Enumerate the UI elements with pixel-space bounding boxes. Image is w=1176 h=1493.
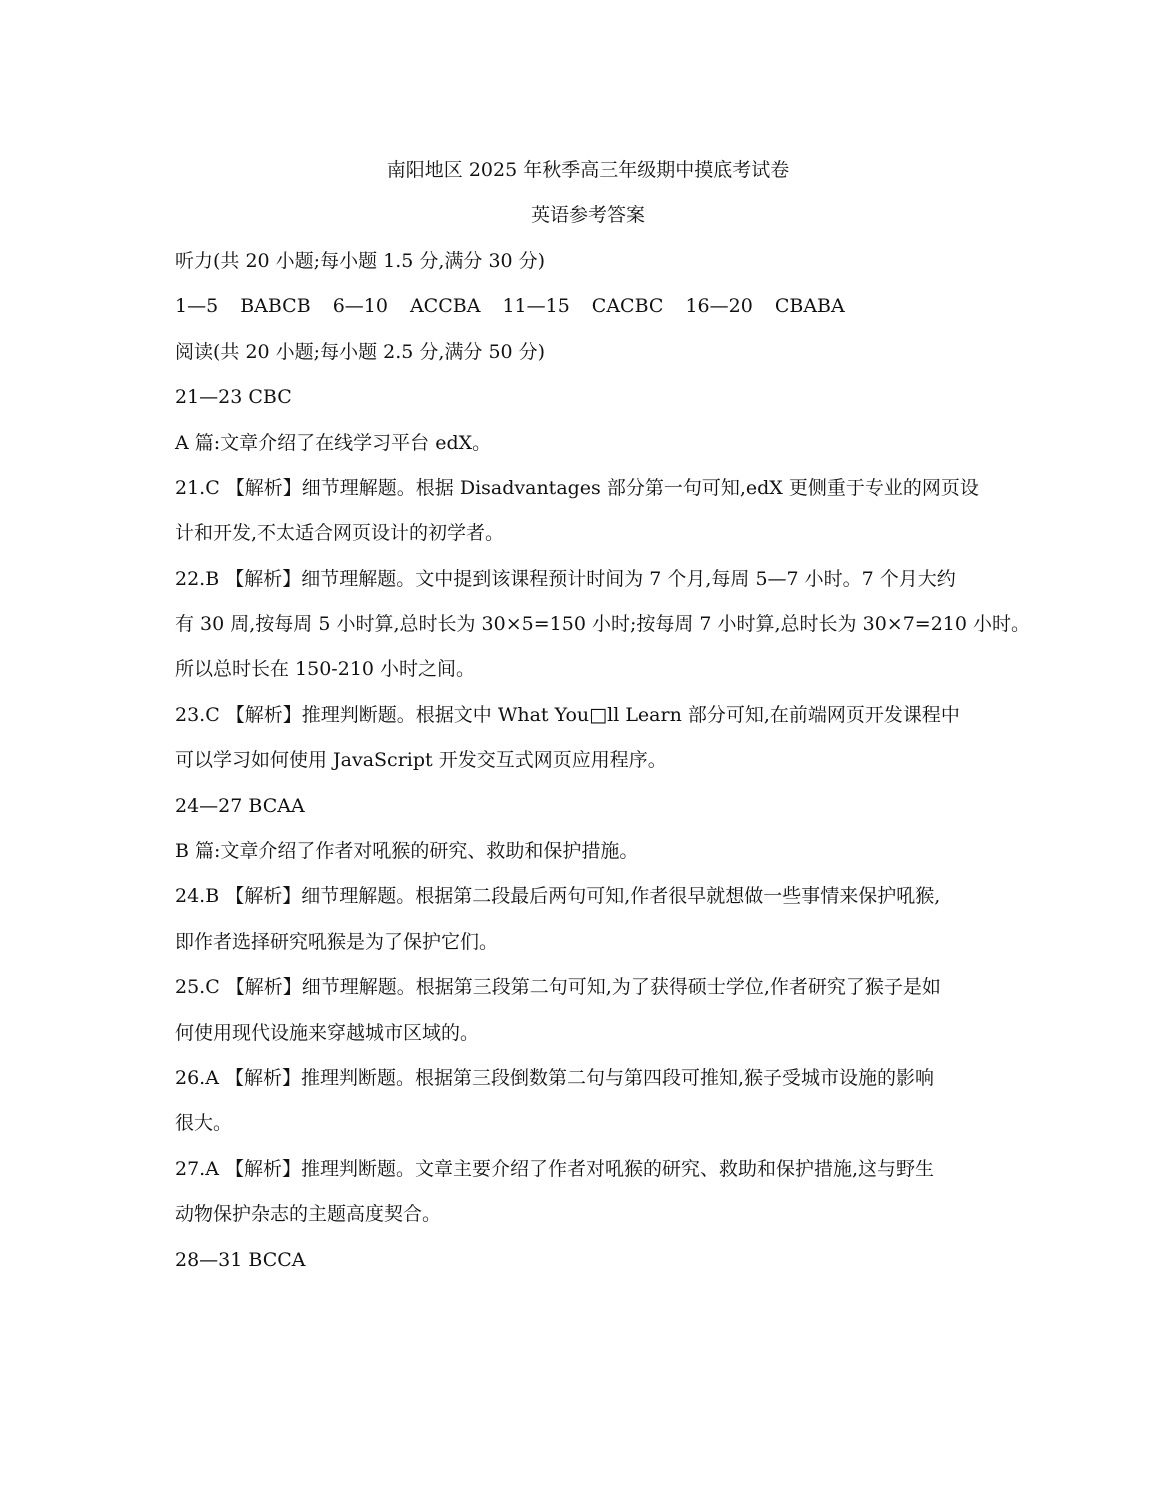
reading-heading: 阅读(共 20 小题;每小题 2.5 分,满分 50 分) bbox=[175, 341, 546, 363]
reading-group-c: 28—31 BCCA bbox=[175, 1249, 306, 1271]
group-range: 16—20 bbox=[685, 295, 753, 317]
exam-title: 南阳地区 2025 年秋季高三年级期中摸底考试卷 bbox=[386, 159, 790, 181]
q24-explanation-line2: 即作者选择研究吼猴是为了保护它们。 bbox=[175, 931, 499, 953]
group-answers: ACCBA bbox=[409, 295, 481, 317]
q24-explanation-line1: 24.B 【解析】细节理解题。根据第二段最后两句可知,作者很早就想做一些事情来保护吼猴, bbox=[175, 885, 941, 907]
q23-explanation-line2: 可以学习如何使用 JavaScript 开发交互式网页应用程序。 bbox=[175, 749, 667, 771]
group-answers: CACBC bbox=[591, 295, 664, 317]
q23-explanation-line1: 23.C 【解析】推理判断题。根据文中 What You□ll Learn 部分可知,在前端网页开发课程中 bbox=[175, 704, 960, 726]
passage-a-summary: A 篇:文章介绍了在线学习平台 edX。 bbox=[175, 432, 492, 454]
q26-explanation-line1: 26.A 【解析】推理判断题。根据第三段倒数第二句与第四段可推知,猴子受城市设施的影响 bbox=[175, 1067, 935, 1089]
q21-explanation-line2: 计和开发,不太适合网页设计的初学者。 bbox=[175, 522, 505, 544]
listening-answers bbox=[175, 294, 845, 318]
group-range: 11—15 bbox=[502, 295, 570, 317]
reading-group-b: 24—27 BCAA bbox=[175, 795, 305, 817]
q25-explanation-line1: 25.C 【解析】细节理解题。根据第三段第二句可知,为了获得硕士学位,作者研究了猴子是如 bbox=[175, 976, 941, 998]
reading-group-a: 21—23 CBC bbox=[175, 386, 292, 408]
group-answers: BABCB bbox=[240, 295, 311, 317]
group-answers: CBABA bbox=[774, 295, 845, 317]
q22-explanation-line2: 有 30 周,按每周 5 小时算,总时长为 30×5=150 小时;按每周 7 小时算,总时长为 30×7=210 小时。 bbox=[175, 613, 1031, 635]
exam-subtitle: 英语参考答案 bbox=[530, 204, 645, 226]
group-range: 1—5 bbox=[175, 295, 219, 317]
group-range: 6—10 bbox=[332, 295, 388, 317]
q22-explanation-line1: 22.B 【解析】细节理解题。文中提到该课程预计时间为 7 个月,每周 5—7 小时。7 个月大约 bbox=[175, 568, 956, 590]
q27-explanation-line2: 动物保护杂志的主题高度契合。 bbox=[175, 1203, 442, 1225]
passage-b-summary: B 篇:文章介绍了作者对吼猴的研究、救助和保护措施。 bbox=[175, 840, 639, 862]
q25-explanation-line2: 何使用现代设施来穿越城市区域的。 bbox=[175, 1022, 480, 1044]
q27-explanation-line1: 27.A 【解析】推理判断题。文章主要介绍了作者对吼猴的研究、救助和保护措施,这与野生 bbox=[175, 1158, 935, 1180]
q26-explanation-line2: 很大。 bbox=[175, 1112, 233, 1134]
q22-explanation-line3: 所以总时长在 150-210 小时之间。 bbox=[175, 658, 476, 680]
listening-heading: 听力(共 20 小题;每小题 1.5 分,满分 30 分) bbox=[175, 250, 546, 272]
q21-explanation-line1: 21.C 【解析】细节理解题。根据 Disadvantages 部分第一句可知,edX 更侧重于专业的网页设 bbox=[175, 477, 979, 499]
